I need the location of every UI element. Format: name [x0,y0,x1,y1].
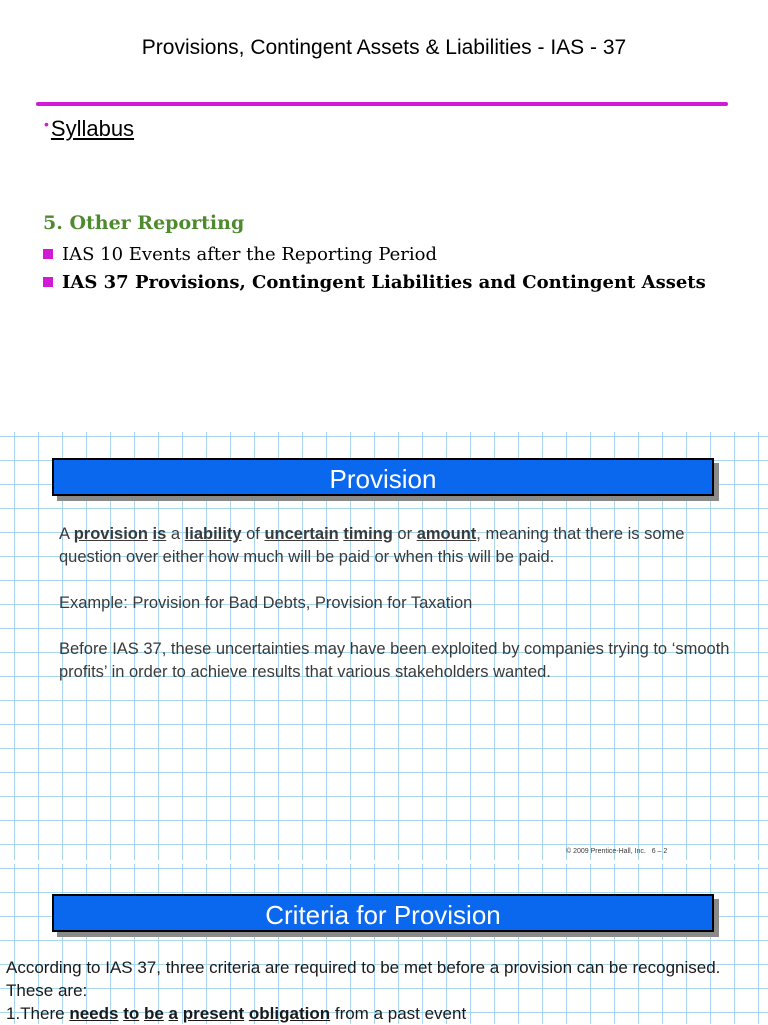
slide-criteria [0,864,768,1024]
slide-provision [0,432,768,860]
slide-body [59,523,749,707]
square-bullet-icon [43,277,53,287]
list-item-text: IAS 10 Events after the Reporting Period [62,244,438,265]
keyword-present: present [182,1004,245,1023]
text-span: of [241,525,265,543]
text-span: , meaning that there is some question over either how much will be paid or when this will be paid. [59,525,685,566]
square-bullet-icon [43,249,53,259]
example-paragraph: Example: Provision for Bad Debts, Provision for Taxation [59,594,473,612]
bullet-icon: • [44,116,49,132]
slide-banner: Criteria for Provision [52,894,714,932]
text-span: A [59,525,74,543]
keyword-obligation: obligation [248,1004,331,1023]
keyword-uncertain: uncertain [264,525,339,543]
keyword-to: to [123,1004,140,1023]
text-span: from a past event [330,1004,467,1023]
definition-paragraph [59,523,749,569]
keyword-is: is [152,525,167,543]
text-span: a [166,525,185,543]
slide-syllabus [0,0,768,428]
history-paragraph: Before IAS 37, these uncertainties may have been exploited by companies trying to ‘smooth profits’ in order to achieve results that various stakeholders wanted. [59,640,730,681]
keyword-needs: needs [69,1004,119,1023]
keyword-a: a [168,1004,179,1023]
page-title: Provisions, Contingent Assets & Liabilities - IAS - 37 [141,36,627,59]
syllabus-text: Syllabus [50,116,135,141]
text-span: 1.There [6,1004,70,1023]
criteria-intro: According to IAS 37, three criteria are required to be met before a provision can be recognised. These are: [6,958,721,1000]
slide-banner: Provision [52,458,714,496]
list-item [43,271,706,299]
keyword-be: be [143,1004,164,1023]
criteria-body [6,956,746,1025]
keyword-timing: timing [343,525,393,543]
title-divider [36,102,728,106]
section-heading: 5. Other Reporting [43,212,245,234]
syllabus-label [44,116,134,142]
keyword-provision: provision [73,525,148,543]
text-span: or [392,525,417,543]
keyword-amount: amount [416,525,477,543]
list-item [43,243,706,271]
criteria-item [6,1002,746,1025]
copyright-footer: © 2009 Prentice-Hall, Inc. 6 – 2 [566,848,668,855]
syllabus-list [43,243,706,299]
list-item-text: IAS 37 Provisions, Contingent Liabilities and Contingent Assets [62,272,706,293]
keyword-liability: liability [184,525,242,543]
